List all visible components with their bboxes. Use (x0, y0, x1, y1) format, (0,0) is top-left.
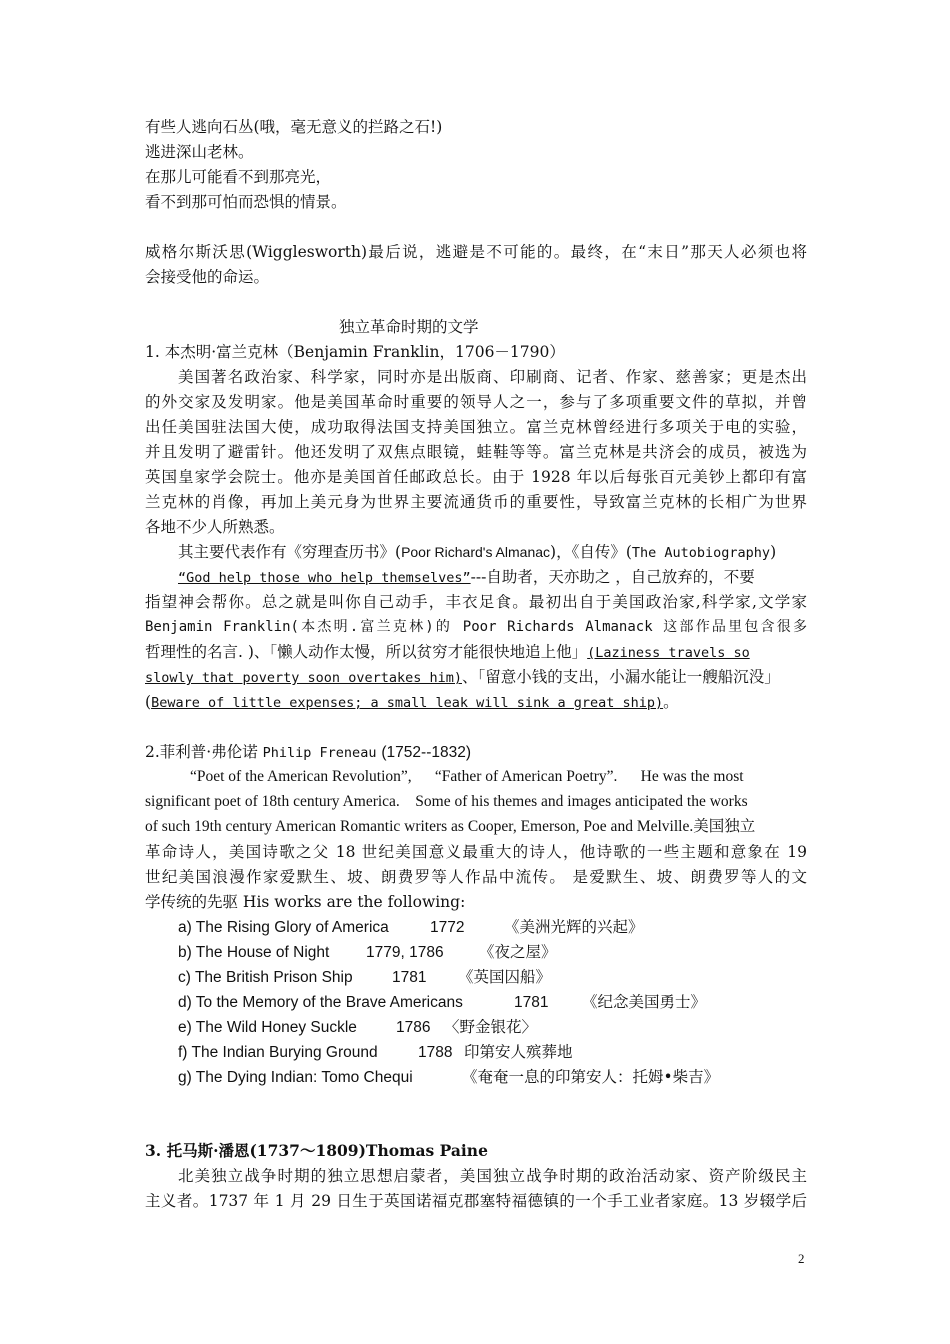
work-item (178, 1042, 573, 1063)
work-item (178, 992, 706, 1013)
poem-line: 有些人逃向石丛(哦，毫无意义的拦路之石!) (145, 118, 443, 136)
work-year: 1781 (392, 969, 427, 986)
freneau-heading-cn: 2.菲利普·弗伦诺 (145, 743, 258, 761)
page-number: 2 (798, 1251, 805, 1266)
freneau-heading-en: Philip Freneau (262, 745, 377, 761)
work-title: d) To the Memory of the Brave Americans (178, 994, 463, 1011)
body-text-line: Benjamin Franklin(本杰明.富兰克林)的 Poor Richards Almanack 这部作品里包含很多 (145, 619, 807, 635)
body-text-line (145, 642, 750, 663)
body-text-line: 指望神会帮你。总之就是叫你自己动手，丰衣足食。最初出自于美国政治家,科学家,文学家 (145, 593, 807, 611)
work-year: 1788 (418, 1044, 453, 1061)
poem-line: 逃进深山老林。 (145, 143, 254, 161)
freneau-para-line: 学传统的先驱 His works are the following: (145, 893, 466, 911)
work-title: f) The Indian Burying Ground (178, 1044, 378, 1061)
body-text-line (145, 692, 679, 713)
work-title: a) The Rising Glory of America (178, 919, 389, 936)
work-item (178, 942, 557, 963)
freneau-para-line: of such 19th century American Romantic writers as Cooper, Emerson, Poe and Melville.美国独立 (145, 818, 756, 835)
franklin-bio-line: 并且发明了避雷针。他还发明了双焦点眼镜，蛙鞋等等。富兰克林是共济会的成员，被选为 (145, 443, 807, 461)
body-text-line: 威格尔斯沃思(Wigglesworth)最后说，逃避是不可能的。最终，在“末日”那天人必须也将 (145, 243, 807, 261)
work-item (178, 1017, 537, 1038)
franklin-bio-line: 兰克林的肖像，再加上美元身为世界主要流通货币的重要性，导致富兰克林的长相广为世界 (145, 493, 807, 511)
paine-para-line: 北美独立战争时期的独立思想启蒙者，美国独立战争时期的政治活动家、资产阶级民主 (178, 1167, 807, 1185)
franklin-heading: 1. 本杰明·富兰克林（Benjamin Franklin，1706－1790） (145, 343, 565, 361)
franklin-quote-translation: ---自助者，天亦助之 ，自己放弃的，不要 (470, 568, 755, 586)
work-cn: 《夜之屋》 (479, 943, 557, 961)
work-year: 1781 (514, 994, 549, 1011)
franklin-bio-line: 英国皇家学会院士。他亦是美国首任邮政总长。由于 1928 年以后每张百元美钞上都印有富 (145, 468, 807, 486)
work-year: 1772 (430, 919, 465, 936)
freneau-para-line: significant poet of 18th century America. Some of his themes and images anticipated the works (145, 793, 748, 810)
poem-line: 在那儿可能看不到那亮光， (145, 168, 332, 186)
works-prefix: 其主要代表作有《穷理查历书》( (178, 543, 402, 561)
franklin-bio-line: 出任美国驻法国大使，成功取得法国支持美国独立。富兰克林曾经进行多项关于电的实验， (145, 418, 807, 436)
freneau-heading-years: (1752--1832) (381, 744, 471, 761)
work-cn: 《美洲光辉的兴起》 (504, 918, 644, 936)
body-text-line (145, 667, 780, 688)
franklin-works-line (178, 542, 776, 563)
work-year: 1779, 1786 (366, 944, 444, 961)
work-title: g) The Dying Indian: Tomo Chequi (178, 1069, 413, 1086)
work-cn: 印第安人殡葬地 (464, 1043, 573, 1061)
work-cn: 《纪念美国勇士》 (582, 993, 707, 1011)
paine-para-line: 主义者。1737 年 1 月 29 日生于英国诺福克郡塞特福德镇的一个手工业者家庭。13 岁辍学后 (145, 1192, 807, 1210)
proverb-en: (Laziness travels so (587, 645, 750, 661)
franklin-quote: “God help those who help themselves” (178, 570, 471, 586)
work-cn: 〈野金银花〉 (444, 1018, 538, 1036)
freneau-para-line: 世纪美国浪漫作家爱默生、坡、朗费罗等人作品中流传。 是爱默生、坡、朗费罗等人的文 (145, 868, 807, 886)
work-item (178, 917, 644, 938)
period: 。 (663, 693, 679, 711)
work-year: 1786 (396, 1019, 431, 1036)
franklin-bio-line: 的外交家及发明家。他是美国革命时重要的领导人之一，参与了多项重要文件的草拟，并曾 (145, 393, 807, 411)
freneau-para-line: “Poet of the American Revolution”, “Father of American Poetry”. He was the most (190, 768, 744, 785)
works-mid: )，《自传》( (550, 543, 632, 561)
work-item (178, 1067, 719, 1088)
paren: ( (145, 693, 152, 711)
work-cn: 《英国囚船》 (458, 968, 552, 986)
body-text-line: 会接受他的命运。 (145, 268, 270, 286)
work-cn: 《奄奄一息的印第安人：托姆•柴吉》 (462, 1068, 720, 1086)
work-title: e) The Wild Honey Suckle (178, 1019, 357, 1036)
freneau-para-line: 革命诗人，美国诗歌之父 18 世纪美国意义最重大的诗人，他诗歌的一些主题和意象在 19 (145, 843, 807, 861)
paine-heading: 3. 托马斯·潘恩(1737～1809)Thomas Paine (145, 1141, 488, 1160)
franklin-quote-line (178, 567, 755, 588)
freneau-heading (145, 742, 471, 763)
work-item (178, 967, 551, 988)
autobiography-title: The Autobiography (631, 545, 771, 561)
proverb-en: slowly that poverty soon overtakes him) (145, 670, 462, 686)
proverb-en: Beware of little expenses; a small leak will sink a great ship) (151, 695, 664, 711)
works-suffix: ) (770, 543, 777, 561)
proverb-cn: 、「留意小钱的支出，小漏水能让一艘船沉没」 (461, 668, 780, 686)
franklin-bio-line: 美国著名政治家、科学家，同时亦是出版商、印刷商、记者、作家、慈善家；更是杰出 (178, 368, 807, 386)
almanac-title: Poor Richard's Almanac (401, 544, 551, 560)
franklin-bio-line: 各地不少人所熟悉。 (145, 518, 285, 536)
proverb-cn: 哲理性的名言. )、「懒人动作太慢，所以贫穷才能很快地追上他」 (145, 643, 588, 661)
work-title: b) The House of Night (178, 944, 330, 961)
section-title: 独立革命时期的文学 (339, 318, 479, 336)
poem-line: 看不到那可怕而恐惧的情景。 (145, 193, 347, 211)
work-title: c) The British Prison Ship (178, 969, 353, 986)
